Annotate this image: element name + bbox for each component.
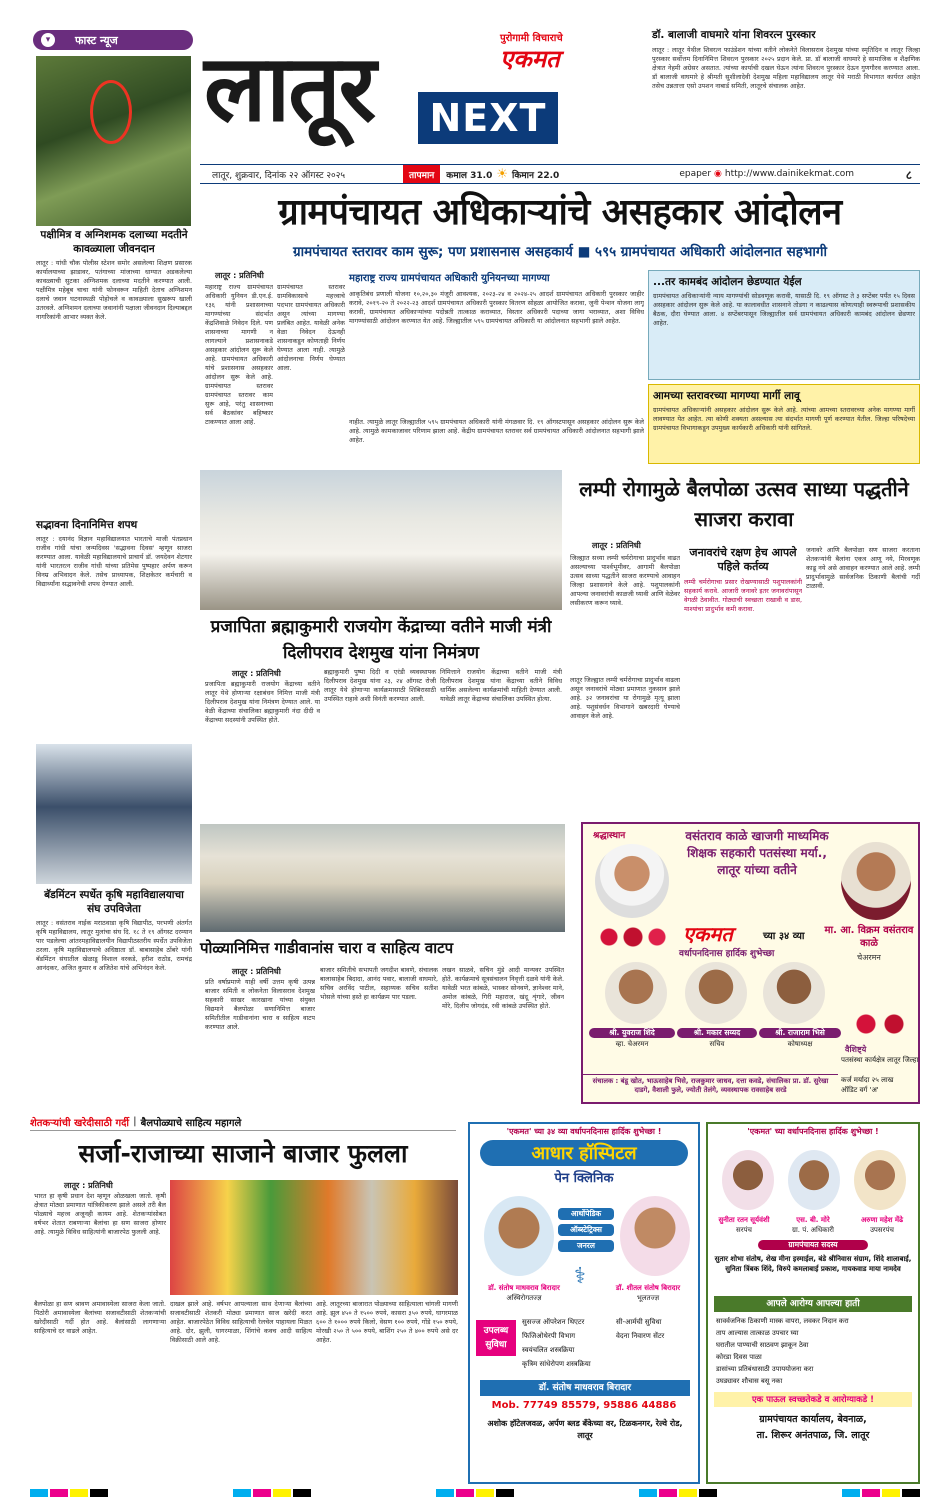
lumpy-headline: लम्पी रोगामुळे बैलपोळा उत्सव साध्या पद्धतीने साजरा करावा <box>579 477 909 531</box>
gp-person-2-role: ग्रा. पं. अधिकारी <box>792 1226 834 1234</box>
highlight-circle <box>90 80 132 144</box>
doctor-photo-2 <box>620 1196 690 1276</box>
lumpy-body-1: जिल्ह्यात सध्या लम्पी चर्मरोगाचा प्रादुर्भाव वाढत असल्याच्या पार्श्वभूमीवर, आगामी बैलपोळा उत्सव साध्या पद्धतीने साजरा करण्याचे आवाहन जिल्हा प्रशासनाने केले आहे. पशुपालकांनी आपल्या जनावरांची काळजी घ्यावी आणि वेळेवर लसीकरण करून घ्यावे. <box>570 554 680 607</box>
hospital-owner: डॉ. संतोष माधवराव बिरादार <box>480 1380 690 1396</box>
pola-distribution-photo <box>200 824 565 932</box>
color-marks-5 <box>842 1489 920 1497</box>
facility-2: सी-आर्मची सुविधा <box>616 1318 662 1326</box>
section-strip-red: शेतकऱ्यांची खरेदीसाठी गर्दी <box>30 1117 130 1129</box>
market-body-4: आहे. लातूरच्या बाजारात पोळ्याच्या साहित्याला चांगली मागणी आहे. झुल ४५० ते १५०० रुपये, कासरा ३५० रुपये, घागरमाळ ६०० ते १००० रुपये किलो, वेसण १०० रुपये, गोंडे १५० रुपये, मोरखी २५० ते ५०० रुपये, बाशिंग २५० ते ४०० रुपये असे दर आहेत. <box>316 1300 458 1344</box>
facility-6: कृत्रिम सांधेरोपण शस्त्रक्रिया <box>522 1360 591 1368</box>
vip-photo <box>841 842 911 920</box>
lead-demands-tail: नाहीत. त्यामुळे लातूर जिल्ह्यातील ५९५ ग्रामपंचायत अधिकारी यांनी मंगळवार दि. १९ ऑगस्टपासून असहकार आंदोलन सुरू केले आहे. त्यामुळे कामकाजावर परिणाम झाला आहे. केंद्रीय ग्रामपंचायत स्तरावर सर्व ग्रामपंचायत अधिकारी आंदोलनात सहभागी झाले आहेत. <box>349 418 644 444</box>
temp-min: किमान 22.0 <box>512 170 560 181</box>
doctor-1-role: अस्थिरोगतज्ज्ञ <box>506 1294 542 1302</box>
sidebar-story1-body: लातूर : यांधी चौक पोलीस स्टेशन समोर असलेल्या शिक्षण प्रसारक कार्यालयाच्या झाडावर, पतंगाच्या मांजाच्या धाग्यात अडकलेल्या कावळ्याची सुटका अग्निशमक दलाच्या मदतीने करण्यात आली. पक्षीमित्र महेबूब चाचा यांनी फोनवरून माहिती देताच अग्निशमन दलाचे जवान घटनास्थळी पोहोचले व कावळ्याला सुखरूप खाली उतरवले. अग्निशमन दलाच्या जवानांनी पक्षाला जीवनदान दिल्याबद्दल नागरिकांनी आभार व्यक्त केले. <box>36 259 192 321</box>
gp-members: सुतार शोभा संतोष, शेख मीना इस्माईल, बंडे श्रीनिवास संग्राम, शिंदे शालाबाई, सुनिता त्रिंबक शिंदे, विरुपे कमलाबाई प्रकाश, गायकवाड माया नामदेव <box>714 1255 912 1273</box>
founder-photo <box>595 844 669 918</box>
market-byline: लातूर : प्रतिनिधी <box>64 1181 113 1190</box>
director-photo-1 <box>605 962 667 1024</box>
lead-demands-headline: महाराष्ट्र राज्य ग्रामपंचायत अधिकारी युनियनच्या मागण्या <box>349 273 550 284</box>
color-marks-3 <box>436 1489 514 1497</box>
lead-headline: ग्रामपंचायत अधिकाऱ्यांचे असहकार आंदोलन <box>278 192 842 233</box>
hospital-mob: Mob. 77749 85579, 95886 44886 <box>491 1400 677 1411</box>
brahmakumari-body-1: प्रजापिता ब्रह्माकुमारी राजयोग केंद्राच्या वतीने लातूर येथे होणाऱ्या रक्षाबंधन निमित्त माजी मंत्री दिलीपराव देशमुख यांना निमंत्रण देण्यात आले. या वेळी केंद्राच्या संचालिका ब्रह्माकुमारी नंदा दीदी व केंद्राच्या सदस्यांनी उपस्थित होते. <box>205 680 320 724</box>
doctor-2-role: भूलतज्ज्ञ <box>636 1294 660 1302</box>
gp-person-1-name: सुनीता रतन सूर्यवंशी <box>718 1216 770 1224</box>
chevron-down-icon: ▾ <box>41 33 55 47</box>
brahmakumari-body-3: निमित्ताने राजयोग केंद्राच्या वतीने माजी मंत्री दिलीपराव देशमुख यांना केंद्राच्या वतीने विविध धार्मिक असलेल्या कार्यक्रमांची माहिती देण्यात आली. यावेळी लातूर केंद्राच्या संचालिका उपस्थित होत्या. <box>440 668 562 703</box>
registration-strip <box>30 1488 920 1498</box>
gp-person-2-name: एस. बी. मोरे <box>796 1216 830 1224</box>
gp-person-photo-3 <box>854 1150 906 1210</box>
sidebar-story1-headline: पक्षीमित्र व अग्निशमक दलाच्या मदतीने कावळ्याला जीवनदान <box>40 229 188 255</box>
temp-label: तापमान <box>409 170 435 181</box>
sidebar-story3-body: लातूर : वसंतराव नाईक मराठवाडा कृषि विद्यापीठ, परभणी अंतर्गत कृषि महाविद्यालय, लातूर मुलांचा संघ दि. १८ ते १९ ऑगस्ट दरम्यान पार पडलेल्या आंतरमहाविद्यालयीन विद्यापीठस्तरीय स्पर्धेत उपविजेता ठरला. कृषि महाविद्यालयाचे अधिष्ठाता डॉ. बाबासाहेब ठोंबरे यांनी बॅडमिंटन संघातील खेळाडू विशाल वरकडे, हरीश राठोड, रामचंद्र आनंदकर, अजित कुमार व अजितेश यांचे अभिनंदन केले. <box>36 919 192 972</box>
sidebar-story2-headline: सद्भावना दिनानिमित्त शपथ <box>36 519 138 531</box>
strike-warning-title: ...तर कामबंद आंदोलन छेडण्यात येईल <box>653 276 802 288</box>
lumpy-body-3: जनावरे आणि बैलपोळा सण साजरा करताना शेतकऱ्यांनी बैलांना एकत्र आणू नये, मिरवणूक काढू नये असे आवाहन करण्यात आले आहे. लम्पी प्रादुर्भावामुळे सार्वजनिक ठिकाणी बैलांची गर्दी टाळावी. <box>806 546 920 590</box>
caduceus-icon: ⚕ <box>574 1264 586 1289</box>
facility-5: स्वयंचलित शस्त्रक्रिया <box>522 1346 575 1354</box>
fast-news-text: फास्ट न्यूज <box>75 33 118 47</box>
gp-health-title: आपले आरोग्य आपल्या हाती <box>714 1296 912 1312</box>
shraddha-brand: एकमत <box>683 922 733 946</box>
market-body-2: बैलपोळा हा सण श्रावण अमावास्येला साजरा केला जातो. पिठोरी अमावास्येला बैलांच्या सजावटीसाठी शेतकऱ्यांची खरेदीसाठी गर्दी होत आहे. बैलांसाठी लागणाऱ्या साहित्याचे दर वाढले आहेत. <box>34 1300 166 1335</box>
lead-byline: लातूर : प्रतिनिधी <box>215 271 264 280</box>
badge-2: ऑब्स्टेट्रिक्स <box>558 1224 614 1236</box>
market-body-3: दाखल झाले आहे. वर्षभर आपल्याला साथ देणाऱ्या बैलांच्या सजावटीसाठी शेतकरी मोठ्या प्रमाणात साज खरेदी करत आहेत. बाजारपेठेत विविध साहित्याची रेलचेल पाहायला मिळत आहे. दोर, झुली, घागरमाळा, शिंगांचे कवच आदी साहित्य विक्रीसाठी आले आहे. <box>170 1300 312 1344</box>
gp-tip-3: घरातील पाण्याची साठवण झाकून ठेवा <box>716 1341 809 1349</box>
hospital-name: आधार हॉस्पिटल <box>531 1143 637 1164</box>
masthead-next-text: NEXT <box>429 96 547 140</box>
person-1-role: व्हा. चेअरमन <box>615 1040 649 1048</box>
sun-icon: ☀ <box>496 166 509 182</box>
gp-person-photo-1 <box>722 1150 774 1210</box>
gp-person-1-role: सरपंच <box>735 1226 753 1234</box>
gp-tip-1: सावर्वजनिक ठिकाणी मास्क वापरा, लवकर निदान करा <box>716 1317 849 1325</box>
page-number: ८ <box>905 167 912 182</box>
badge-1: आर्थोपेडिक <box>558 1208 614 1220</box>
gp-ad-top: 'एकमत' च्या वर्धापनदिनास हार्दिक शुभेच्छा ! <box>747 1127 879 1136</box>
masthead-title: लातूर <box>204 35 375 142</box>
sidebar-story3 <box>36 888 192 1089</box>
gp-person-photo-2 <box>788 1150 840 1210</box>
shraddha-label: श्रद्धास्थान <box>593 831 626 841</box>
hospital-ad <box>468 1122 700 1484</box>
crow-photo <box>36 56 191 226</box>
brahmakumari-byline: लातूर : प्रतिनिधी <box>232 669 281 678</box>
lead-body-1: महाराष्ट्र राज्य ग्रामपंचायत अधिकारी युनियन डी.एन.ई. १३६ यांनी प्रशासनाच्या मागण्यांच्या संदर्भात केंद्रशिवाळे निवेदन दिले. पण शासनाच्या मागणी न लागल्याने प्रशासनाकडे असहकार आंदोलन सुरू केले आहे. ग्रामपंचायत अधिकारी यांचे प्रशासनास असहकार आंदोलन सुरू केले आहे. ग्रामपंचायत स्तरावर ग्रामपंचायत स्तरावर काम सुरू आहे, परंतु शासनाच्या सर्व बैठकांवर बहिष्कार टाकण्यात आला आहे. <box>205 283 273 426</box>
lead-subhead: ग्रामपंचायत स्तरावर काम सुरू; पण प्रशासनास असहकार्य ■ ५९५ ग्रामपंचायत अधिकारी आंदोलनात सहभागी <box>292 244 828 260</box>
doctor-2-name: डॉ. शीतल संतोष बिरादार <box>615 1284 681 1292</box>
gp-tip-4: कोरडा दिवस पाळा <box>716 1353 762 1361</box>
award-body: लातूर : लातूर येथील शिवरत्न फाउंडेशन यांच्या वतीने लोकनेते विलासराव देशमुख यांच्या स्मृतिदिन व लातूर जिल्हा पुरस्कार सर्वोत्तम दिनानिमित्त शिवरत्न पुरस्कार २०२५ प्रदान केले. प्रा. डॉ बालाजी वाघमारे हे सामाजिक व शैक्षणिक क्षेत्रात नेहमी अग्रेसर असतात. त्यांच्या कार्याची दखल घेऊन त्यांना शिवरत्न पुरस्कार देऊन गुणगौरव करण्यात आला. डॉ बालाजी वाघमारे हे श्रीमती सुशीलादेवी देशमुख महिला महाविद्यालय लातूर येथे मराठी विभागात कार्यरत आहेत तसेच उन्नतात्ता एसो उपशन नाबार्ड समिती, लातूरचे संचालक आहेत. <box>652 46 920 90</box>
award-story <box>652 28 920 160</box>
strike-warning-body: ग्रामपंचायत अधिकाऱ्यांनी न्याय मागण्यांची सोडवणूक करावी, यासाठी दि. १९ ऑगस्ट ते ३ सप्टेंबर पर्यंत १५ दिवस असहकार आंदोलन सुरू केले आहे. या कालावधीत शासनाने तोडगा न काढल्यास कोणत्याही स्वरूपाची प्रशासकीय बैठक, दौरा घेण्यात आला. ४ सप्टेंबरपासून जिल्ह्यातील सर्व ग्रामपंचायत अधिकारी कामबंद आंदोलन छेडणार आहेत. <box>653 292 915 327</box>
sidebar-story3-headline: बॅडमिंटन स्पर्धेत कृषि महाविद्यालयाचा संघ उपविजेता <box>44 889 184 915</box>
gp-person-3-role: उपसरपंच <box>870 1226 894 1234</box>
sidebar-story1 <box>36 228 192 529</box>
gp-tip-6: उघड्यावर शौचास बसू नका <box>716 1377 783 1385</box>
color-marks-4 <box>639 1489 717 1497</box>
lead-demands-body: आकृतिबंध प्रणाली योजना १०,२०,३० मंजूरी आवश्यक, २०२३-२४ व २०२४-२५ आदर्श ग्रामपंचायत अधिकारी पुरस्कार जाहीर करावे, २०१९-२० ते २०२२-२३ आदर्श ग्रामपंचायत अधिकारी पुरस्कार वितरण सोहळा आयोजित करावा, जुनी पेन्शन योजना लागू करावी, ग्रामपंचायत अधिकाऱ्यांच्या पदोन्नती तात्काळ कराव्यात, विस्तार अधिकारी पदाच्या जागा भराव्यात, अशा विविध मागण्यांसाठी आंदोलन करण्यात येत आहे. जिल्ह्यातील ५९५ ग्रामपंचायत अधिकारी या आंदोलनात सहभागी झाले आहेत. <box>349 290 644 325</box>
masthead <box>200 28 652 158</box>
strike-warning-box <box>648 270 920 380</box>
gp-person-3-name: अरुणा महेश मेंढे <box>860 1216 904 1224</box>
doctor-1-name: डॉ. संतोष माधवराव बिरादार <box>488 1284 560 1292</box>
gp-members-label: ग्रामपंचायत सदस्य <box>758 1240 868 1250</box>
hospital-sub: पेन क्लिनिक <box>554 1171 614 1186</box>
demands-solved-box <box>648 384 920 464</box>
facility-1: सुसज्ज ऑपरेशन थिएटर <box>522 1318 585 1326</box>
badminton-team-photo <box>36 744 192 884</box>
director-photo-3 <box>763 962 825 1024</box>
gp-office: ग्रामपंचायत कार्यालय, बेवनाळ, <box>759 1414 867 1425</box>
temp-box <box>403 165 440 183</box>
lead-body-2: ग्रामपंचायत स्तरावर ग्रामविकासाचे महत्त्वाचे पदभार ग्रामपंचायत अधिकारी असून त्यांच्या मागण्या प्रलंबित आहेत. यावेळी अनेक वेळा निवेदन देऊनही शासनाकडून कोणताही निर्णय घेण्यात आला नाही. त्यामुळे आंदोलनाचा निर्णय घेण्यात आला. <box>277 283 345 372</box>
sidebar-story2 <box>36 518 192 735</box>
fast-news-label <box>33 30 193 50</box>
shraddha-wish: वर्धापनदिनास हार्दिक शुभेच्छा <box>679 949 775 959</box>
demands-solved-title: आमच्या स्तरावरच्या मागण्या मार्गी लावू <box>653 390 800 402</box>
roses-right <box>845 1004 915 1044</box>
masthead-brand: एकमत <box>500 45 560 73</box>
masthead-tagline: पुरोगामी विचाराचे <box>500 33 563 44</box>
lumpy-byline: लातूर : प्रतिनिधी <box>592 541 641 550</box>
sidebar-story2-body: लातूर : दयानंद विज्ञान महाविद्यालयात भारताचे माजी पंतप्रधान राजीव गांधी यांचा जन्मदिवस 'सद्भावना दिवस' म्हणून साजरा करण्यात आला. यावेळी महाविद्यालयाचे प्राचार्य डॉ. जयदेवन शेटगार यांनी भारतरत्न राजीव गांधी यांच्या प्रतिमेस पुष्पहार अर्पण करून विनम्र अभिवादन केले. तसेच प्राध्यापक, शिक्षकेतर कर्मचारी व विद्यार्थ्यांना सद्भावनेची शपथ देण्यात आली. <box>36 535 192 588</box>
facility-label: उपलब्ध सुविधा <box>476 1320 516 1356</box>
brahmakumari-body-2: ब्रह्माकुमारी पुष्पा दिदी व एरंडी व्यवस्थापक दिलीपराव देशमुख यांना २३, २४ ऑगस्ट रोजी लातूर येथे होणाऱ्या कार्यक्रमासाठी शिबिरासाठी उपस्थित राहावे अशी विनंती करण्यात आली. <box>324 668 436 703</box>
lumpy-side-box <box>684 546 802 716</box>
market-headline: सर्जा-राजाच्या साजाने बाजार फुलला <box>78 1139 408 1168</box>
section-strip-divider: | <box>133 1116 137 1127</box>
color-marks-2 <box>233 1489 311 1497</box>
patsanstha-ad <box>581 822 920 1104</box>
epaper-label: epaper <box>679 169 712 179</box>
masthead-next <box>418 92 558 144</box>
facility-4: वेदना निवारण सेंटर <box>616 1332 665 1340</box>
shraddha-anniv: च्या ३४ व्या <box>763 931 805 942</box>
award-headline: डॉ. बालाजी वाघमारे यांना शिवरत्न पुरस्कार <box>652 29 816 41</box>
doctor-photo-1 <box>484 1196 554 1276</box>
grampanchayat-ad <box>706 1122 920 1484</box>
person-2-role: सचिव <box>709 1040 725 1048</box>
temp-max: कमाल 31.0 <box>446 170 493 181</box>
gp-address: ता. शिरूर अनंतपाळ, जि. लातूर <box>756 1430 870 1441</box>
website-link[interactable]: http://www.dainikekmat.com <box>724 169 855 179</box>
demands-solved-body: ग्रामपंचायत अधिकाऱ्यांनी असहकार आंदोलन सुरू केले आहे. त्यांच्या आमच्या स्तरावरच्या अनेक मागण्या मार्गी लावण्यात येत आहेत. त्या कोणी शक्यता असल्यास त्या संदर्भात मागणी पूर्ण करण्यात येतील. जिल्हा परिषदेच्या ग्रामपंचायत विभागाकडून उपमुख्य कार्यकारी अधिकारी यांनी सांगितले. <box>653 406 915 432</box>
feature-2: कर्ज मर्यादा २५ लाख <box>841 1076 894 1084</box>
brahmakumari-photo <box>200 470 562 610</box>
vip-role: चेअरमन <box>857 953 881 962</box>
director-photo-2 <box>685 962 747 1024</box>
feature-1: पतसंस्था कार्यक्षेत्र लातूर जिल्हा <box>841 1056 919 1064</box>
person-3-role: कोषाध्यक्ष <box>787 1040 813 1048</box>
pola-body-1: प्रति वर्षाप्रमाणे याही वर्षी उत्तम कृषी उत्पन्न बाजार समिती व लोकनेता विलासराव देशमुख सहकारी साखर कारखाना यांच्या संयुक्त विद्यमाने बैलपोळा सणानिमित्त बाजार समितीतील गाडीवानांना चारा व साहित्य वाटप करण्यात आले. <box>205 978 315 1031</box>
section-strip <box>30 1113 456 1131</box>
feature-title: वैशिष्ट्ये <box>845 1045 867 1054</box>
feature-3: ऑडिट वर्ग 'अ' <box>841 1086 879 1094</box>
pola-byline: लातूर : प्रतिनिधी <box>232 967 281 976</box>
color-marks-1 <box>30 1489 108 1497</box>
vip-name: मा. आ. विक्रम वसंतराव काळे <box>824 925 914 949</box>
roses-left <box>593 922 673 952</box>
gp-tip-5: डासांच्या प्रतिबंधासाठी उपाययोजना करा <box>716 1365 814 1373</box>
person-1-name: श्री. युवराज शिंदे <box>589 1028 675 1038</box>
person-3-name: श्री. राजाराम भिसे <box>759 1028 841 1038</box>
brahmakumari-headline: प्रजापिता ब्रह्माकुमारी राजयोग केंद्राच्या वतीने माजी मंत्री दिलीपराव देशमुख यांना निमंत्रण <box>210 617 552 663</box>
dateline: लातूर, शुक्रवार, दिनांक २२ ऑगस्ट २०२५ <box>212 170 346 181</box>
shraddha-org: वसंतराव काळे खाजगी माध्यमिक शिक्षक सहकारी पतसंस्था मर्या., लातूर यांच्या वतीने <box>685 829 829 877</box>
person-2-name: श्री. मकार सय्यद <box>677 1028 757 1038</box>
directors-list: संचालक : बंडू खोत, भाऊसाहेब भिसे, राजकुमार जाधव, दत्ता कवडे, संचालिका प्रा. डॉ. सुरेखा दाडगे, वैशाली फुले, ज्योती तेलंगे, व्यवस्थापक रावसाहेब सरडे <box>583 1074 838 1102</box>
pola-body-3: लखन साळवे, सचिन मुंडे आदी मान्यवर उपस्थित होते. कार्यक्रमाचे सूत्रसंचालन निवृत्ती दळवे यांनी केले. यावेळी भरत कांबळे, भास्कर सोनवणे, ज्ञानेश्वर माने, अमोल कांबळे, गिरी महाराज, खंदू शृंगारे, जीवन मोरे, दिलीप जोगदंड, रवी कांबळे उपस्थित होते. <box>442 966 564 1010</box>
section-strip-rest: बैलपोळ्याचे साहित्य महागले <box>140 1117 242 1129</box>
date-bar <box>200 164 920 184</box>
facility-3: फिजिओथेरपी विभाग <box>522 1332 576 1340</box>
hospital-address: अशोक हॉटेलजवळ, अर्पण ब्लड बँकेच्या वर, टिळकनगर, रेल्वे रोड, लातूर <box>487 1419 683 1440</box>
hospital-ad-top: 'एकमत' च्या ३४ व्या वर्धापनदिनास हार्दिक शुभेच्छा ! <box>506 1127 662 1136</box>
globe-icon: ◉ <box>714 169 722 179</box>
pola-headline: पोळ्यानिमित्त गाडीवानांस चारा व साहित्य वाटप <box>200 939 454 957</box>
gp-slogan: एक पाऊल स्वच्छतेकडे व आरोग्याकडे ! <box>714 1392 912 1407</box>
hospital-name-banner <box>480 1140 688 1166</box>
lumpy-body-2: लातूर जिल्ह्यात लम्पी चर्मरोगाचा प्रादुर्भाव वाढला असून जनावरांचे मोठ्या प्रमाणात नुकसान झाले आहे. ३२ जनावरांचा या रोगामुळे मृत्यू झाला आहे. पशुसंवर्धन विभागाने खबरदारी घेण्याचे आवाहन केले आहे. <box>570 676 680 720</box>
lumpy-box-title: जनावरांचे रक्षण हेच आपले पहिले कर्तव्य <box>689 546 797 573</box>
gp-tip-2: ताप आल्यास तात्काळ उपचार घ्या <box>716 1329 799 1337</box>
market-body-1: भारत हा कृषी प्रधान देश म्हणून ओळखला जातो. कृषी क्षेत्रात मोठ्या प्रमाणात यांत्रिकीकरण झाले असले तरी बैल पोळ्याचे महत्त्व अजूनही कायम आहे. शेतकऱ्यांसोबत वर्षभर शेतात राबणाऱ्या बैलांचा हा सण साजरा होणार आहे. त्यामुळे विविध साहित्यांनी बाजारपेठ फुलली आहे. <box>34 1192 166 1236</box>
badge-3: जनरल <box>558 1240 614 1252</box>
lumpy-box-body: लम्पी चर्मरोगाचा प्रसार रोखण्यासाठी पशुपालकांनी सहकार्य करावे. आजारी जनावरे इतर जनावरांपासून वेगळी ठेवावीत. गोठ्याची स्वच्छता राखावी व डास, माश्यांचा प्रादुर्भाव कमी करावा. <box>684 578 802 613</box>
pola-body-2: बाजार समितीचे सभापती जगदीश बावणे, संचालक बालासाहेब बिदादा, आनंद पवार, बालाजी वाघमारे, सचिव अरविंद पाटील, सहाय्यक सचिव सतीश भोसले यांच्या हस्ते हा कार्यक्रम पार पडला. <box>320 966 438 1001</box>
market-photo <box>170 1180 458 1295</box>
